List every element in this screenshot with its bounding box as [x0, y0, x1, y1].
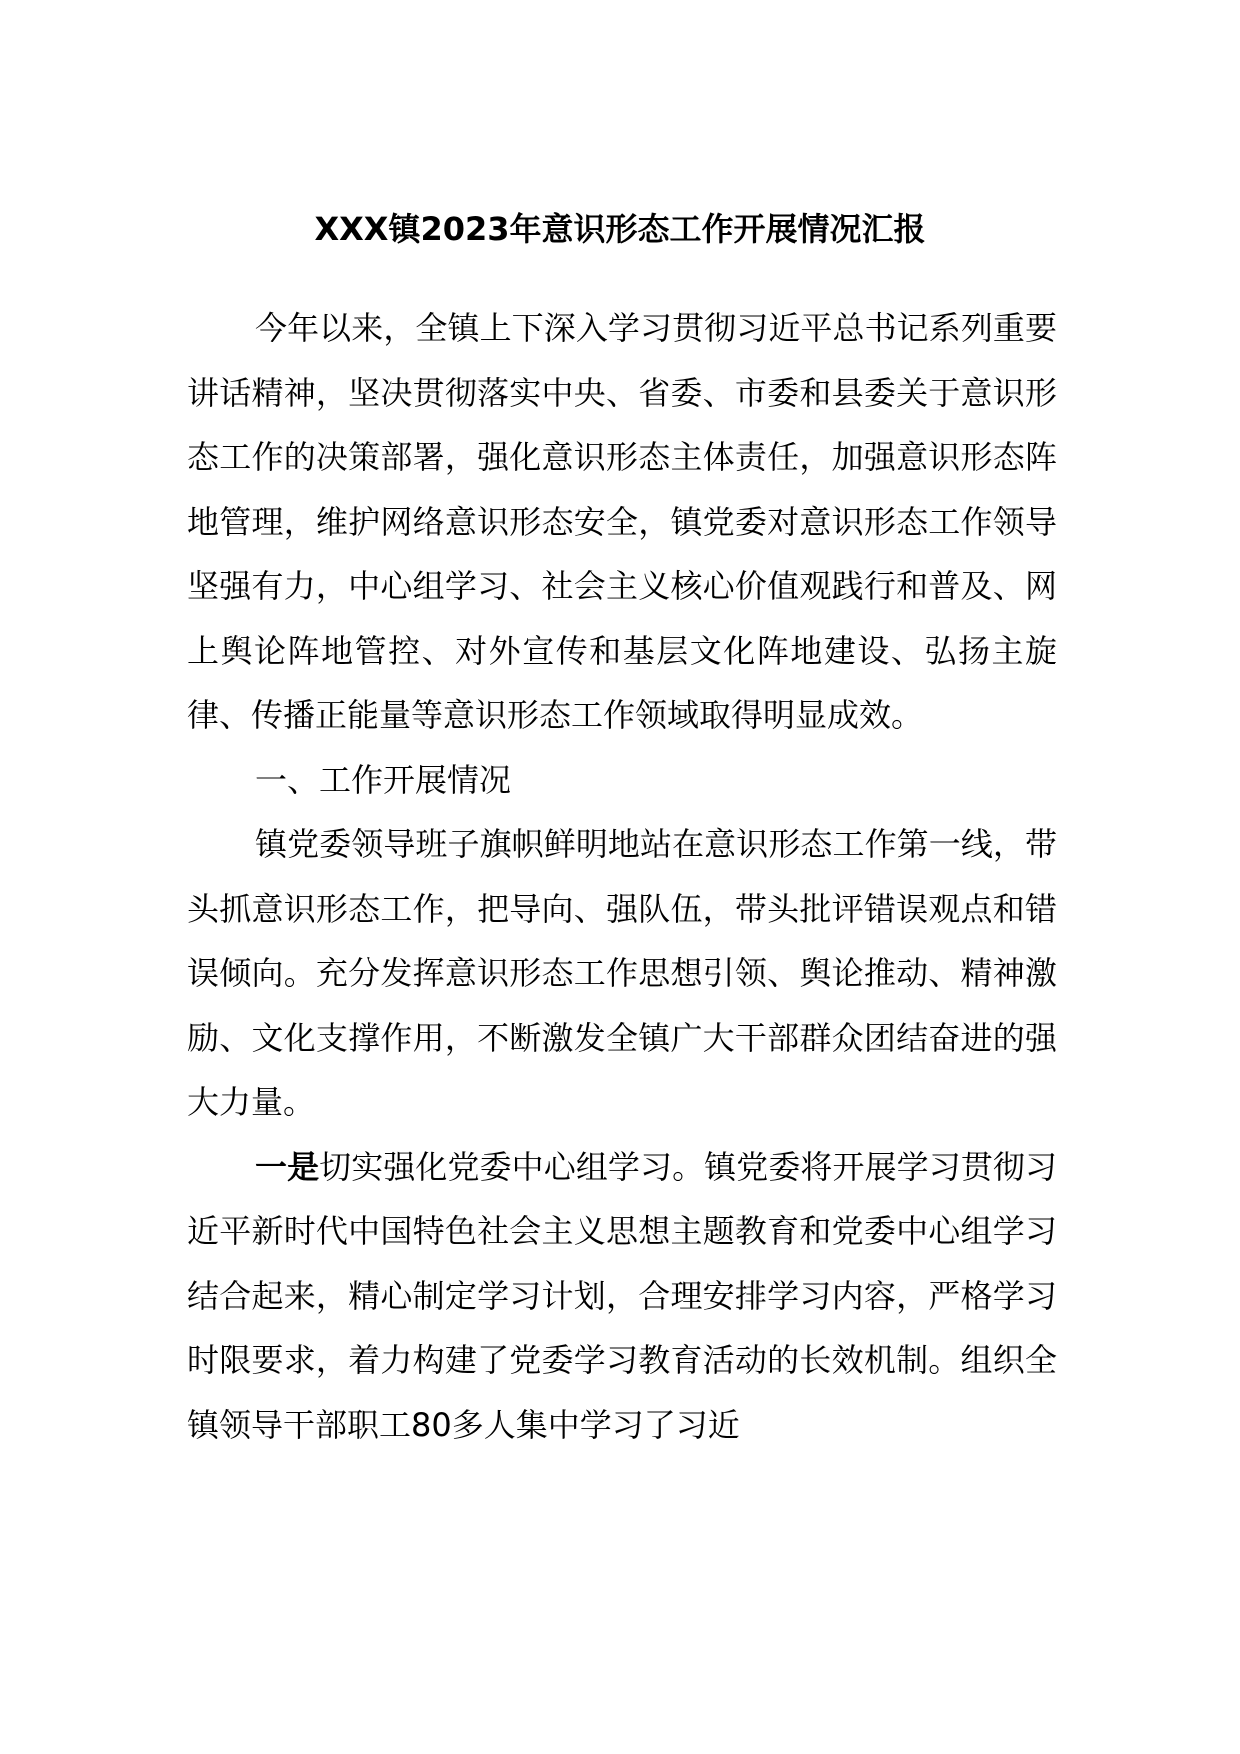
section-heading: 一、工作开展情况 — [255, 760, 512, 799]
section-paragraph: 镇党委领导班子旗帜鲜明地站在意识形态工作第一线，带头抓意识形态工作，把导向、强队伍，带头批评错误观点和错误倾向。充分发挥意识形态工作思想引领、舆论推动、精神激励、文化支撑作用，不断激发全镇广大干部群众团结奋进的强大力量。 — [187, 825, 1057, 1121]
intro-paragraph: 今年以来，全镇上下深入学习贯彻习近平总书记系列重要讲话精神，坚决贯彻落实中央、省委、市委和县委关于意识形态工作的决策部署，强化意识形态主体责任，加强意识形态阵地管理，维护网络意识形态安全，镇党委对意识形态工作领导坚强有力，中心组学习、社会主义核心价值观践行和普及、网上舆论阵地管控、对外宣传和基层文化阵地建设、弘扬主旋律、传播正能量等意识形态工作领域取得明显成效。 — [187, 309, 1057, 734]
document-title: XXX镇2023年意识形态工作开展情况汇报 — [314, 210, 926, 248]
point-one-lead: 一是 — [255, 1147, 320, 1186]
point-one-paragraph — [187, 1135, 1057, 1458]
document-body — [187, 296, 1057, 1457]
point-one-text: 切实强化党委中心组学习。镇党委将开展学习贯彻习近平新时代中国特色社会主义思想主题教育和党委中心组学习结合起来，精心制定学习计划，合理安排学习内容，严格学习时限要求，着力构建了党委学习教育活动的长效机制。组织全镇领导干部职工80多人集中学习了习近 — [187, 1147, 1057, 1444]
